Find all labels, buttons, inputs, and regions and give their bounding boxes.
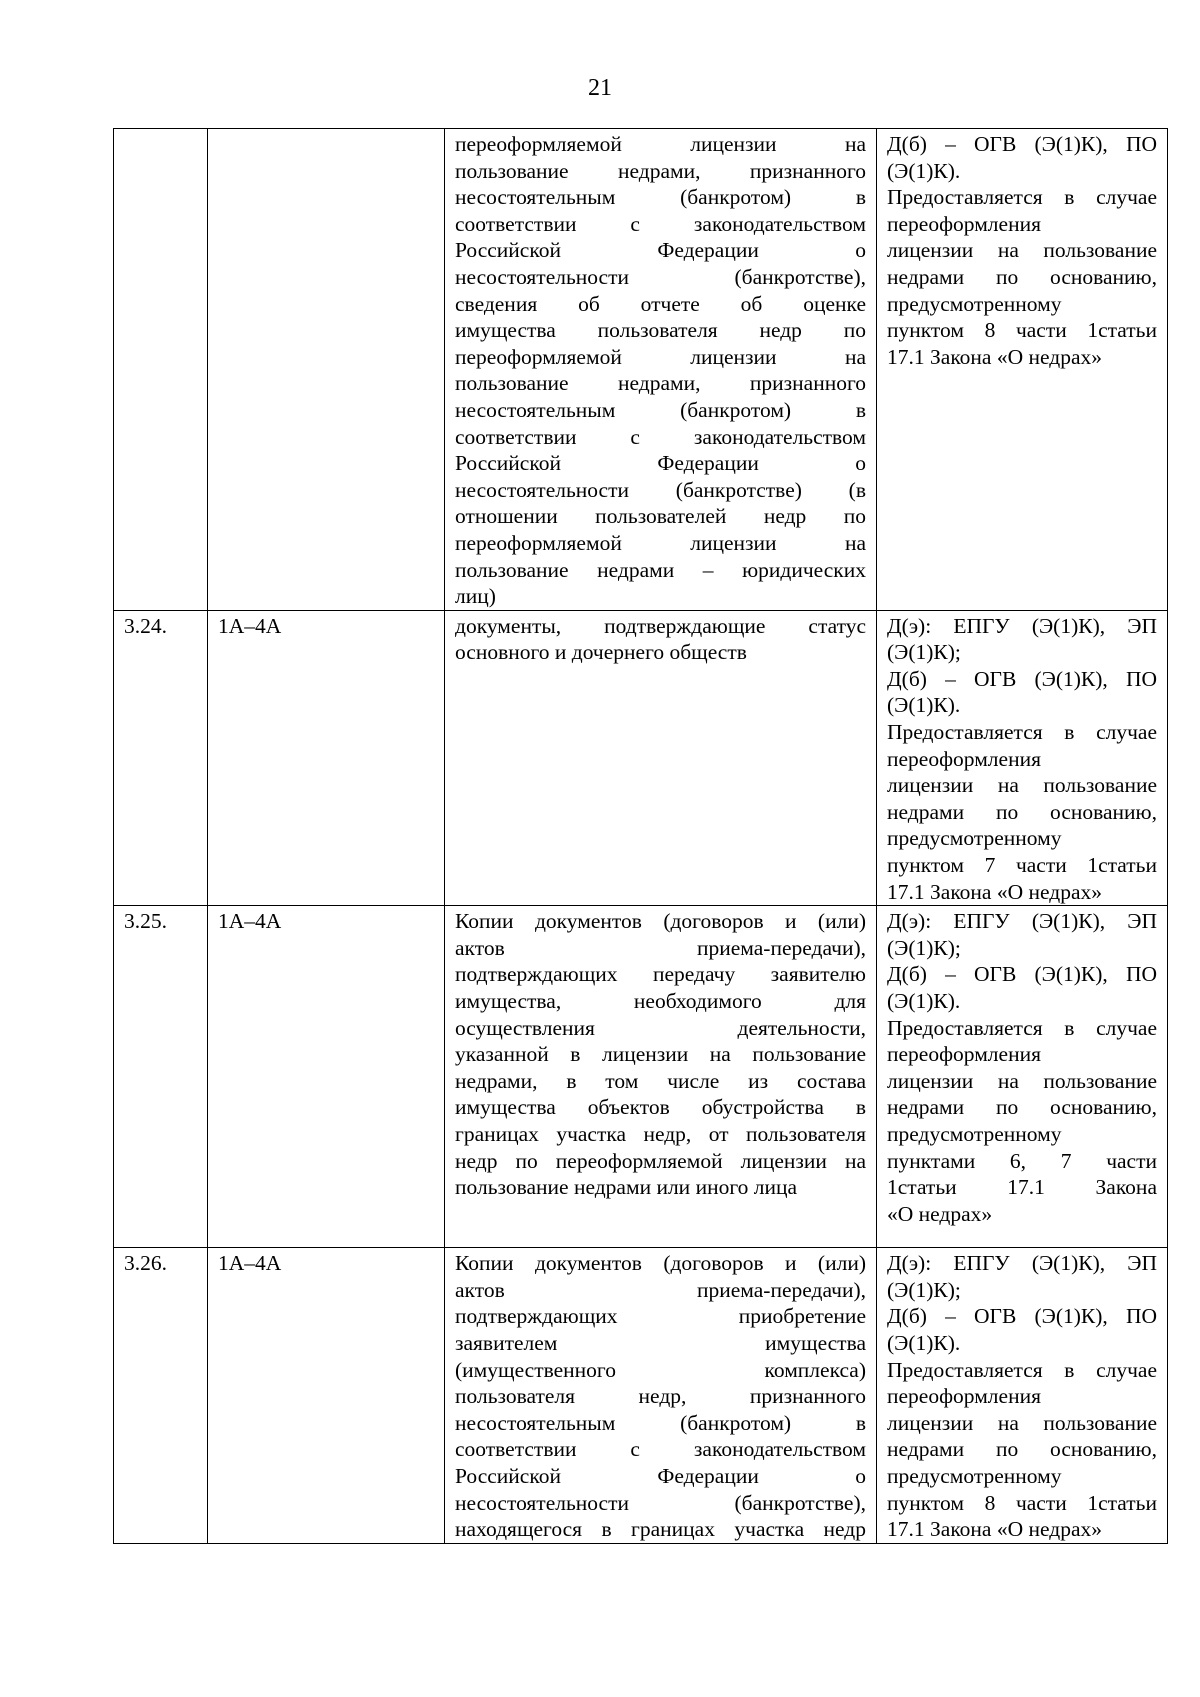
source-line: предусмотренному <box>887 1463 1062 1488</box>
document-line: (имущественного комплекса) <box>455 1357 866 1382</box>
applicability-cell: 1А–4А <box>208 610 445 906</box>
document-line: недр по переоформляемой лицензии на <box>455 1148 866 1173</box>
applicability-cell: 1А–4А <box>208 906 445 1248</box>
source-cell <box>877 906 1168 1248</box>
applicability-cell: 1А–4А <box>208 1248 445 1544</box>
document-line: находящегося в границах участка недр <box>455 1517 866 1542</box>
source-line: 17.1 Закона «О недрах» <box>887 879 1102 904</box>
row-number-cell <box>114 129 208 611</box>
document-line: сведения об отчете об оценке <box>455 291 866 316</box>
source-line: недрами по основанию, <box>887 264 1157 289</box>
document-line: имущества объектов обустройства в <box>455 1095 866 1120</box>
document-line: переоформляемой лицензии на <box>455 530 866 555</box>
source-line: Д(э): ЕПГУ (Э(1)К), ЭП <box>887 909 1157 934</box>
document-description-cell <box>445 1248 877 1544</box>
source-line: 17.1 Закона «О недрах» <box>887 1517 1102 1542</box>
document-line: Копии документов (договоров и (или) <box>455 1251 866 1276</box>
document-line: актов приема-передачи), <box>455 1277 866 1302</box>
table-row <box>114 906 1168 1248</box>
document-line: несостоятельным (банкротом) в <box>455 1410 866 1435</box>
source-line: лицензии на пользование <box>887 1068 1157 1093</box>
source-line: Предоставляется в случае <box>887 1357 1157 1382</box>
source-line: 1статьи 17.1 Закона <box>887 1175 1157 1200</box>
source-line: недрами по основанию, <box>887 1095 1157 1120</box>
document-line: указанной в лицензии на пользование <box>455 1042 866 1067</box>
document-line: пользование недрами, признанного <box>455 158 866 183</box>
document-line: пользование недрами – юридических <box>455 557 866 582</box>
document-line: пользование недрами, признанного <box>455 371 866 396</box>
source-line: Д(б) – ОГВ (Э(1)К), ПО <box>887 666 1157 691</box>
document-line: пользование недрами или иного лица <box>455 1175 798 1200</box>
requirements-table <box>113 128 1168 1544</box>
source-line: Д(э): ЕПГУ (Э(1)К), ЭП <box>887 1251 1157 1276</box>
source-line: Предоставляется в случае <box>887 1015 1157 1040</box>
document-line: Копии документов (договоров и (или) <box>455 909 866 934</box>
document-line: соответствии с законодательством <box>455 424 866 449</box>
source-line: недрами по основанию, <box>887 799 1157 824</box>
page-number: 21 <box>588 75 612 101</box>
applicability-cell <box>208 129 445 611</box>
source-line: (Э(1)К); <box>887 935 961 960</box>
document-line: переоформляемой лицензии на <box>455 344 866 369</box>
source-line: переоформления <box>887 1042 1041 1067</box>
source-line: предусмотренному <box>887 826 1062 851</box>
document-line: несостоятельности (банкротстве) (в <box>455 477 866 502</box>
document-line: Российской Федерации о <box>455 238 866 263</box>
source-line: лицензии на пользование <box>887 238 1157 263</box>
document-line: актов приема-передачи), <box>455 935 866 960</box>
row-number-cell: 3.25. <box>114 906 208 1248</box>
document-line: Российской Федерации о <box>455 1463 866 1488</box>
source-line: (Э(1)К); <box>887 1277 961 1302</box>
document-line: имущества, необходимого для <box>455 989 866 1013</box>
document-line: границах участка недр, от пользователя <box>455 1121 866 1146</box>
source-line: Предоставляется в случае <box>887 720 1157 745</box>
source-line: переоформления <box>887 746 1041 771</box>
document-line: имущества пользователя недр по <box>455 318 866 343</box>
document-line: подтверждающих передачу заявителю <box>455 962 866 987</box>
document-line: основного и дочернего обществ <box>455 640 747 665</box>
source-line: пунктами 6, 7 части <box>887 1148 1157 1173</box>
source-cell <box>877 1248 1168 1544</box>
source-line: предусмотренному <box>887 291 1062 316</box>
source-line: 17.1 Закона «О недрах» <box>887 344 1102 369</box>
document-description-cell <box>445 906 877 1248</box>
document-line: соответствии с законодательством <box>455 1437 866 1462</box>
document-line: несостоятельности (банкротстве), <box>455 1490 866 1515</box>
document-line: документы, подтверждающие статус <box>455 613 866 638</box>
source-line: (Э(1)К); <box>887 640 961 665</box>
source-line: переоформления <box>887 211 1041 236</box>
source-line: (Э(1)К). <box>887 693 961 718</box>
source-line: недрами по основанию, <box>887 1437 1157 1462</box>
document-line: несостоятельным (банкротом) в <box>455 185 866 210</box>
document-line: несостоятельности (банкротстве), <box>455 264 866 289</box>
source-line: (Э(1)К). <box>887 158 961 183</box>
document-line: соответствии с законодательством <box>455 211 866 236</box>
source-line: переоформления <box>887 1384 1041 1409</box>
source-line: (Э(1)К). <box>887 1331 961 1355</box>
document-line: переоформляемой лицензии на <box>455 132 866 156</box>
source-line: Д(б) – ОГВ (Э(1)К), ПО <box>887 1304 1157 1329</box>
row-number-cell: 3.24. <box>114 610 208 906</box>
document-line: несостоятельным (банкротом) в <box>455 397 866 422</box>
source-line: лицензии на пользование <box>887 1410 1157 1435</box>
source-cell <box>877 610 1168 906</box>
source-line: лицензии на пользование <box>887 773 1157 798</box>
source-line: Д(б) – ОГВ (Э(1)К), ПО <box>887 962 1157 987</box>
table-row <box>114 610 1168 906</box>
document-description-cell <box>445 129 877 611</box>
source-line: пунктом 7 части 1статьи <box>887 853 1157 878</box>
source-line: Д(э): ЕПГУ (Э(1)К), ЭП <box>887 613 1157 638</box>
source-line: «О недрах» <box>887 1201 993 1226</box>
row-number-cell: 3.26. <box>114 1248 208 1544</box>
document-description-cell <box>445 610 877 906</box>
source-line: Д(б) – ОГВ (Э(1)К), ПО <box>887 132 1157 156</box>
document-line: заявителем имущества <box>455 1331 866 1355</box>
source-line: предусмотренному <box>887 1121 1062 1146</box>
document-line: недрами, в том числе из состава <box>455 1068 866 1093</box>
table-row <box>114 129 1168 611</box>
source-line: Предоставляется в случае <box>887 185 1157 210</box>
document-line: осуществления деятельности, <box>455 1015 866 1040</box>
source-cell <box>877 129 1168 611</box>
source-line: пунктом 8 части 1статьи <box>887 318 1157 343</box>
table-row <box>114 1248 1168 1544</box>
document-line: подтверждающих приобретение <box>455 1304 866 1329</box>
source-line: пунктом 8 части 1статьи <box>887 1490 1157 1515</box>
source-line: (Э(1)К). <box>887 989 961 1013</box>
document-line: Российской Федерации о <box>455 451 866 476</box>
document-line: отношении пользователей недр по <box>455 504 866 529</box>
document-line: лиц) <box>455 584 496 609</box>
document-line: пользователя недр, признанного <box>455 1384 866 1409</box>
